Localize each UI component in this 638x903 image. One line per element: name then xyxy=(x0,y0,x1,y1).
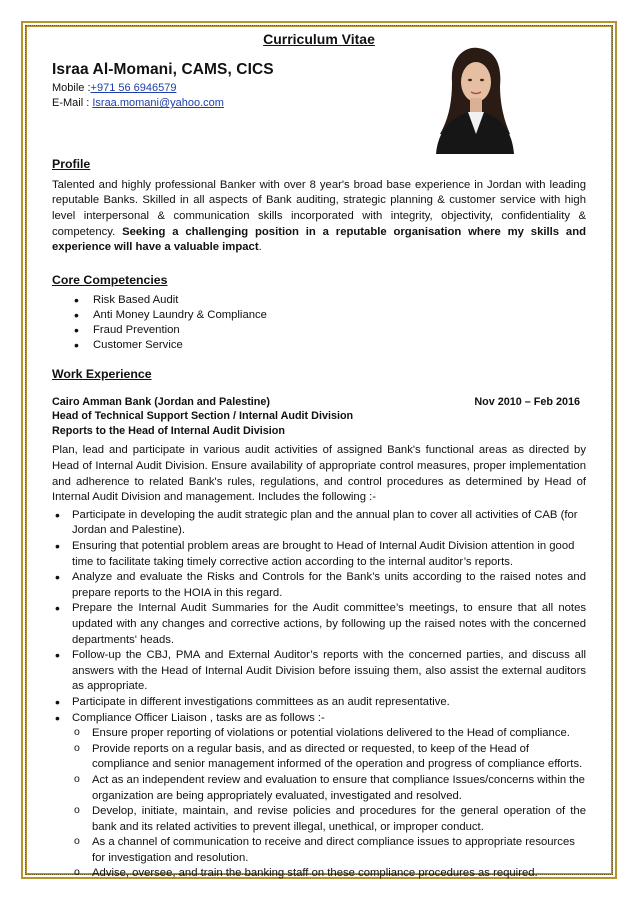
profile-seeking: Seeking a challenging position in a reputable organisation where my skills and experience will have a valuable impact xyxy=(52,225,587,254)
email-label: E-Mail : xyxy=(52,97,90,110)
list-item: o Act as an independent review and evaluation to ensure that compliance Issues/concerns within the organization are being appropriately evaluated, investigated and resolved. xyxy=(72,773,586,804)
list-item: o Provide reports on a regular basis, and as directed or requested, to keep of the Head of compliance and senior management informed of the operation and progress of compliance efforts. xyxy=(72,742,586,773)
list-item: o Develop, initiate, maintain, and revise policies and procedures for the general operation of the bank and its related activities to prevent illegal, unethical, or improper conduct. xyxy=(72,804,586,835)
job-company: Cairo Amman Bank (Jordan and Palestine) xyxy=(52,395,270,408)
list-item: • Customer Service xyxy=(74,338,586,353)
list-item: • Risk Based Audit xyxy=(74,293,586,308)
competencies-heading: Core Competencies xyxy=(52,272,168,287)
mobile-line xyxy=(52,81,586,96)
job-reports-to: Reports to the Head of Internal Audit Division xyxy=(52,424,285,437)
contact-block xyxy=(52,81,586,111)
job-duties-list xyxy=(52,508,586,882)
compliance-tasks-list xyxy=(72,726,586,882)
email-line xyxy=(52,96,586,111)
competencies-list xyxy=(52,293,586,353)
profile-heading: Profile xyxy=(52,157,91,172)
list-item: o As a channel of communication to receive and direct compliance issues to appropriate resources for investigation and resolution. xyxy=(72,835,586,866)
job-dates: Nov 2010 – Feb 2016 xyxy=(474,395,580,408)
list-item: o Ensure proper reporting of violations or potential violations delivered to the Head of compliance. xyxy=(72,726,586,742)
mobile-label: Mobile : xyxy=(52,82,91,95)
cv-document xyxy=(52,32,586,882)
experience-heading: Work Experience xyxy=(52,367,152,382)
job-header xyxy=(52,395,586,439)
job-summary: Plan, lead and participate in various audit activities of assigned Bank's functional areas as directed by Head of Internal Audit Division. Ensure availability of appropriate control measures, proper implementation and adherence to related Bank's rules, regulations, and control procedures as determined by Head of Internal Audit Division and management. Includes the following :- xyxy=(52,444,586,504)
list-item: • Anti Money Laundry & Compliance xyxy=(74,308,586,323)
compliance-liaison-label: Compliance Officer Liaison , tasks are as follows :- xyxy=(72,711,325,724)
list-item: • Prepare the Internal Audit Summaries for the Audit committee’s meetings, to ensure that all notes updated with any changes and corrective actions, by following up the raised notes with the concerned departments' heads. xyxy=(52,601,586,648)
list-item: • Fraud Prevention xyxy=(74,323,586,338)
list-item: o Advise, oversee, and train the banking staff on these compliance procedures as required. xyxy=(72,866,586,882)
list-item: • Participate in different investigations committees as an audit representative. xyxy=(52,695,586,711)
list-item xyxy=(52,711,586,883)
list-item: • Analyze and evaluate the Risks and Controls for the Bank’s units according to the raised notes and prepare reports to the HOIA in this regard. xyxy=(52,570,586,601)
profile-seeking-end: . xyxy=(258,241,262,254)
list-item: • Participate in developing the audit strategic plan and the annual plan to cover all activities of CAB (for Jordan and Palestine). xyxy=(52,508,586,539)
list-item: • Follow-up the CBJ, PMA and External Auditor’s reports with the concerned parties, and discuss all answers with the Head of Internal Audit Division before issuing them, also assist the external auditors as appropriate. xyxy=(52,648,586,695)
mobile-link[interactable]: +971 56 6946579 xyxy=(90,82,177,95)
profile-summary: Talented and highly professional Banker with over 8 year's broad base experience in Jordan with leading reputable Banks. Skilled in all aspects of Bank auditing, strategic planning & customer service with high level interpersonal & communication skills incorporated with integrity, objectivity, confidentiality & competency. xyxy=(52,178,586,238)
job-position: Head of Technical Support Section / Internal Audit Division xyxy=(52,410,354,423)
email-link[interactable]: Israa.momani@yahoo.com xyxy=(92,97,224,110)
candidate-name: Israa Al-Momani, CAMS, CICS xyxy=(52,60,274,78)
list-item: • Ensuring that potential problem areas are brought to Head of Internal Audit Division attention in good time to facilitate taking timely corrective action according to the internal auditor’s reports. xyxy=(52,539,586,570)
document-title: Curriculum Vitae xyxy=(263,31,375,47)
profile-text xyxy=(52,178,586,256)
